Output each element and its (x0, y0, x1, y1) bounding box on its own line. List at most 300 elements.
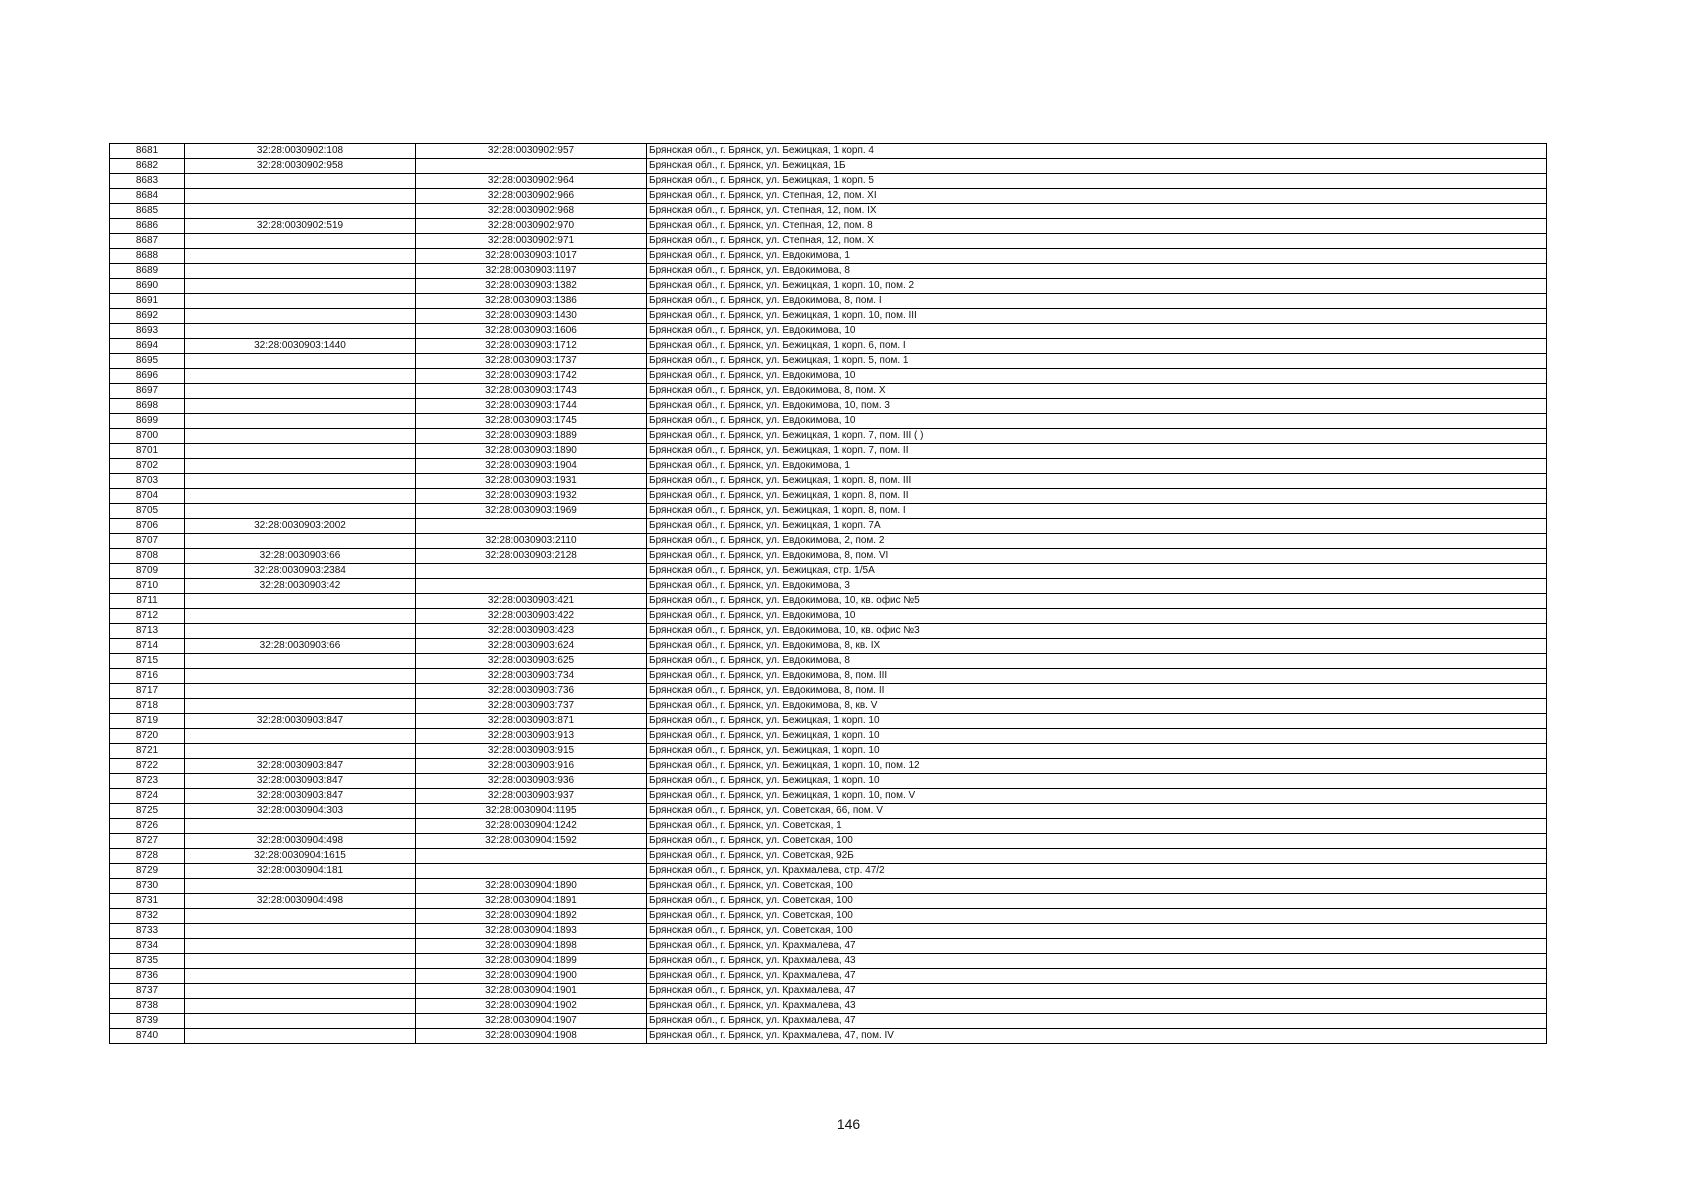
cadastral-number-cell: 32:28:0030903:736 (416, 684, 647, 699)
table-row (110, 444, 1547, 459)
address-cell: Брянская обл., г. Брянск, ул. Советская, 92Б (647, 849, 1547, 864)
parent-cadastral-number-cell (185, 429, 416, 444)
table-row (110, 504, 1547, 519)
cadastral-number-cell: 32:28:0030903:1606 (416, 324, 647, 339)
address-cell: Брянская обл., г. Брянск, ул. Евдокимова, 8, кв. V (647, 699, 1547, 714)
address-cell: Брянская обл., г. Брянск, ул. Крахмалева, 47 (647, 984, 1547, 999)
table-row (110, 789, 1547, 804)
address-cell: Брянская обл., г. Брянск, ул. Советская, 1 (647, 819, 1547, 834)
cadastral-number-cell: 32:28:0030903:1737 (416, 354, 647, 369)
parent-cadastral-number-cell (185, 669, 416, 684)
row-number-cell: 8720 (110, 729, 185, 744)
cadastral-number-cell: 32:28:0030903:1744 (416, 399, 647, 414)
cadastral-number-cell: 32:28:0030904:1898 (416, 939, 647, 954)
row-number-cell: 8708 (110, 549, 185, 564)
address-cell: Брянская обл., г. Брянск, ул. Бежицкая, 1 корп. 7, пом. III ( ) (647, 429, 1547, 444)
table-row (110, 1014, 1547, 1029)
row-number-cell: 8722 (110, 759, 185, 774)
parent-cadastral-number-cell (185, 354, 416, 369)
parent-cadastral-number-cell: 32:28:0030903:1440 (185, 339, 416, 354)
row-number-cell: 8685 (110, 204, 185, 219)
table-row (110, 339, 1547, 354)
table-row (110, 594, 1547, 609)
parent-cadastral-number-cell (185, 729, 416, 744)
row-number-cell: 8705 (110, 504, 185, 519)
row-number-cell: 8729 (110, 864, 185, 879)
table-row (110, 324, 1547, 339)
address-cell: Брянская обл., г. Брянск, ул. Степная, 12, пом. 8 (647, 219, 1547, 234)
cadastral-number-cell: 32:28:0030904:1242 (416, 819, 647, 834)
cadastral-number-cell (416, 564, 647, 579)
address-cell: Брянская обл., г. Брянск, ул. Бежицкая, 1 корп. 5, пом. 1 (647, 354, 1547, 369)
address-cell: Брянская обл., г. Брянск, ул. Бежицкая, 1 корп. 10 (647, 774, 1547, 789)
table-row (110, 249, 1547, 264)
cadastral-number-cell: 32:28:0030903:624 (416, 639, 647, 654)
cadastral-number-cell: 32:28:0030903:422 (416, 609, 647, 624)
address-cell: Брянская обл., г. Брянск, ул. Крахмалева, 47 (647, 969, 1547, 984)
table-row (110, 609, 1547, 624)
table-row (110, 414, 1547, 429)
address-cell: Брянская обл., г. Брянск, ул. Бежицкая, 1 корп. 10 (647, 744, 1547, 759)
parent-cadastral-number-cell (185, 534, 416, 549)
cadastral-number-cell: 32:28:0030902:970 (416, 219, 647, 234)
table-row (110, 144, 1547, 159)
row-number-cell: 8695 (110, 354, 185, 369)
table-row (110, 564, 1547, 579)
parent-cadastral-number-cell: 32:28:0030904:181 (185, 864, 416, 879)
row-number-cell: 8697 (110, 384, 185, 399)
address-cell: Брянская обл., г. Брянск, ул. Крахмалева, 47 (647, 939, 1547, 954)
row-number-cell: 8717 (110, 684, 185, 699)
cadastral-number-cell: 32:28:0030903:1386 (416, 294, 647, 309)
address-cell: Брянская обл., г. Брянск, ул. Крахмалева, 47, пом. IV (647, 1029, 1547, 1044)
cadastral-number-cell (416, 519, 647, 534)
row-number-cell: 8734 (110, 939, 185, 954)
table-row (110, 1029, 1547, 1044)
parent-cadastral-number-cell (185, 264, 416, 279)
table-row (110, 879, 1547, 894)
table-row (110, 654, 1547, 669)
table-row (110, 534, 1547, 549)
row-number-cell: 8693 (110, 324, 185, 339)
parent-cadastral-number-cell (185, 384, 416, 399)
parent-cadastral-number-cell (185, 924, 416, 939)
parent-cadastral-number-cell (185, 249, 416, 264)
row-number-cell: 8694 (110, 339, 185, 354)
row-number-cell: 8735 (110, 954, 185, 969)
parent-cadastral-number-cell: 32:28:0030904:498 (185, 834, 416, 849)
cadastral-number-cell (416, 159, 647, 174)
cadastral-number-cell: 32:28:0030903:625 (416, 654, 647, 669)
parent-cadastral-number-cell (185, 309, 416, 324)
cadastral-number-cell: 32:28:0030903:2128 (416, 549, 647, 564)
row-number-cell: 8714 (110, 639, 185, 654)
row-number-cell: 8716 (110, 669, 185, 684)
cadastral-number-cell: 32:28:0030903:871 (416, 714, 647, 729)
row-number-cell: 8706 (110, 519, 185, 534)
table-row (110, 294, 1547, 309)
parent-cadastral-number-cell (185, 654, 416, 669)
address-cell: Брянская обл., г. Брянск, ул. Евдокимова, 10 (647, 369, 1547, 384)
row-number-cell: 8703 (110, 474, 185, 489)
table-row (110, 999, 1547, 1014)
address-cell: Брянская обл., г. Брянск, ул. Евдокимова, 8 (647, 654, 1547, 669)
cadastral-number-cell: 32:28:0030903:936 (416, 774, 647, 789)
address-cell: Брянская обл., г. Брянск, ул. Бежицкая, 1 корп. 10 (647, 729, 1547, 744)
address-cell: Брянская обл., г. Брянск, ул. Евдокимова, 10 (647, 609, 1547, 624)
cadastral-number-cell: 32:28:0030903:737 (416, 699, 647, 714)
row-number-cell: 8733 (110, 924, 185, 939)
parent-cadastral-number-cell (185, 324, 416, 339)
table-row (110, 159, 1547, 174)
row-number-cell: 8737 (110, 984, 185, 999)
address-cell: Брянская обл., г. Брянск, ул. Крахмалева, 47 (647, 1014, 1547, 1029)
address-cell: Брянская обл., г. Брянск, ул. Крахмалева, 43 (647, 954, 1547, 969)
table-row (110, 909, 1547, 924)
parent-cadastral-number-cell (185, 969, 416, 984)
table-row (110, 354, 1547, 369)
parent-cadastral-number-cell (185, 879, 416, 894)
address-cell: Брянская обл., г. Брянск, ул. Бежицкая, стр. 1/5А (647, 564, 1547, 579)
parent-cadastral-number-cell: 32:28:0030903:847 (185, 759, 416, 774)
row-number-cell: 8700 (110, 429, 185, 444)
address-cell: Брянская обл., г. Брянск, ул. Евдокимова, 8, пом. X (647, 384, 1547, 399)
address-cell: Брянская обл., г. Брянск, ул. Советская, 66, пом. V (647, 804, 1547, 819)
row-number-cell: 8730 (110, 879, 185, 894)
address-cell: Брянская обл., г. Брянск, ул. Советская, 100 (647, 879, 1547, 894)
parent-cadastral-number-cell (185, 444, 416, 459)
parent-cadastral-number-cell (185, 504, 416, 519)
address-cell: Брянская обл., г. Брянск, ул. Степная, 12, пом. XI (647, 189, 1547, 204)
table-row (110, 279, 1547, 294)
parent-cadastral-number-cell (185, 744, 416, 759)
cadastral-number-cell: 32:28:0030903:913 (416, 729, 647, 744)
table-row (110, 429, 1547, 444)
row-number-cell: 8702 (110, 459, 185, 474)
table-row (110, 579, 1547, 594)
parent-cadastral-number-cell: 32:28:0030903:847 (185, 789, 416, 804)
table-row (110, 174, 1547, 189)
parent-cadastral-number-cell (185, 594, 416, 609)
property-register-table (109, 143, 1547, 1044)
address-cell: Брянская обл., г. Брянск, ул. Бежицкая, 1 корп. 10, пом. III (647, 309, 1547, 324)
row-number-cell: 8719 (110, 714, 185, 729)
table-row (110, 489, 1547, 504)
cadastral-number-cell: 32:28:0030903:1889 (416, 429, 647, 444)
parent-cadastral-number-cell: 32:28:0030903:66 (185, 549, 416, 564)
table-row (110, 624, 1547, 639)
parent-cadastral-number-cell: 32:28:0030903:42 (185, 579, 416, 594)
row-number-cell: 8690 (110, 279, 185, 294)
parent-cadastral-number-cell: 32:28:0030904:1615 (185, 849, 416, 864)
cadastral-number-cell: 32:28:0030903:423 (416, 624, 647, 639)
cadastral-number-cell: 32:28:0030903:2110 (416, 534, 647, 549)
cadastral-number-cell: 32:28:0030903:1932 (416, 489, 647, 504)
address-cell: Брянская обл., г. Брянск, ул. Бежицкая, 1 корп. 10, пом. 12 (647, 759, 1547, 774)
cadastral-number-cell: 32:28:0030902:971 (416, 234, 647, 249)
parent-cadastral-number-cell: 32:28:0030902:958 (185, 159, 416, 174)
cadastral-number-cell: 32:28:0030904:1592 (416, 834, 647, 849)
row-number-cell: 8732 (110, 909, 185, 924)
parent-cadastral-number-cell (185, 204, 416, 219)
row-number-cell: 8699 (110, 414, 185, 429)
table-row (110, 969, 1547, 984)
cadastral-number-cell: 32:28:0030903:421 (416, 594, 647, 609)
cadastral-number-cell: 32:28:0030904:1901 (416, 984, 647, 999)
address-cell: Брянская обл., г. Брянск, ул. Бежицкая, 1 корп. 10, пом. 2 (647, 279, 1547, 294)
row-number-cell: 8689 (110, 264, 185, 279)
cadastral-number-cell: 32:28:0030903:937 (416, 789, 647, 804)
parent-cadastral-number-cell (185, 459, 416, 474)
row-number-cell: 8709 (110, 564, 185, 579)
cadastral-number-cell: 32:28:0030904:1893 (416, 924, 647, 939)
parent-cadastral-number-cell (185, 609, 416, 624)
table-row (110, 939, 1547, 954)
parent-cadastral-number-cell: 32:28:0030903:847 (185, 714, 416, 729)
row-number-cell: 8728 (110, 849, 185, 864)
cadastral-number-cell: 32:28:0030904:1195 (416, 804, 647, 819)
parent-cadastral-number-cell (185, 684, 416, 699)
parent-cadastral-number-cell (185, 399, 416, 414)
parent-cadastral-number-cell (185, 234, 416, 249)
parent-cadastral-number-cell (185, 984, 416, 999)
row-number-cell: 8731 (110, 894, 185, 909)
parent-cadastral-number-cell (185, 954, 416, 969)
address-cell: Брянская обл., г. Брянск, ул. Крахмалева, 43 (647, 999, 1547, 1014)
parent-cadastral-number-cell: 32:28:0030903:66 (185, 639, 416, 654)
table-row (110, 189, 1547, 204)
row-number-cell: 8691 (110, 294, 185, 309)
row-number-cell: 8739 (110, 1014, 185, 1029)
address-cell: Брянская обл., г. Брянск, ул. Евдокимова, 8, пом. II (647, 684, 1547, 699)
row-number-cell: 8696 (110, 369, 185, 384)
table-row (110, 474, 1547, 489)
cadastral-number-cell: 32:28:0030904:1891 (416, 894, 647, 909)
address-cell: Брянская обл., г. Брянск, ул. Евдокимова, 2, пом. 2 (647, 534, 1547, 549)
address-cell: Брянская обл., г. Брянск, ул. Евдокимова, 10, кв. офис №5 (647, 594, 1547, 609)
table-row (110, 804, 1547, 819)
parent-cadastral-number-cell (185, 1014, 416, 1029)
table-row (110, 234, 1547, 249)
parent-cadastral-number-cell: 32:28:0030902:519 (185, 219, 416, 234)
row-number-cell: 8681 (110, 144, 185, 159)
cadastral-number-cell: 32:28:0030903:915 (416, 744, 647, 759)
table-row (110, 264, 1547, 279)
address-cell: Брянская обл., г. Брянск, ул. Бежицкая, 1 корп. 10 (647, 714, 1547, 729)
row-number-cell: 8723 (110, 774, 185, 789)
row-number-cell: 8682 (110, 159, 185, 174)
parent-cadastral-number-cell: 32:28:0030903:2384 (185, 564, 416, 579)
cadastral-number-cell: 32:28:0030903:916 (416, 759, 647, 774)
table-row (110, 309, 1547, 324)
table-row (110, 759, 1547, 774)
address-cell: Брянская обл., г. Брянск, ул. Крахмалева, стр. 47/2 (647, 864, 1547, 879)
address-cell: Брянская обл., г. Брянск, ул. Евдокимова, 1 (647, 249, 1547, 264)
cadastral-number-cell: 32:28:0030903:1931 (416, 474, 647, 489)
parent-cadastral-number-cell (185, 294, 416, 309)
parent-cadastral-number-cell: 32:28:0030904:498 (185, 894, 416, 909)
parent-cadastral-number-cell (185, 174, 416, 189)
row-number-cell: 8707 (110, 534, 185, 549)
table-row (110, 894, 1547, 909)
table-row (110, 399, 1547, 414)
parent-cadastral-number-cell (185, 624, 416, 639)
cadastral-number-cell: 32:28:0030904:1907 (416, 1014, 647, 1029)
parent-cadastral-number-cell (185, 1029, 416, 1044)
parent-cadastral-number-cell (185, 909, 416, 924)
table-row (110, 669, 1547, 684)
cadastral-number-cell: 32:28:0030903:1890 (416, 444, 647, 459)
row-number-cell: 8736 (110, 969, 185, 984)
parent-cadastral-number-cell (185, 279, 416, 294)
parent-cadastral-number-cell (185, 999, 416, 1014)
table-row (110, 699, 1547, 714)
table-row (110, 549, 1547, 564)
address-cell: Брянская обл., г. Брянск, ул. Степная, 12, пом. X (647, 234, 1547, 249)
table-row (110, 864, 1547, 879)
page-number: 146 (836, 1116, 861, 1132)
row-number-cell: 8725 (110, 804, 185, 819)
row-number-cell: 8738 (110, 999, 185, 1014)
cadastral-number-cell: 32:28:0030903:1017 (416, 249, 647, 264)
address-cell: Брянская обл., г. Брянск, ул. Бежицкая, 1 корп. 7А (647, 519, 1547, 534)
parent-cadastral-number-cell (185, 939, 416, 954)
row-number-cell: 8710 (110, 579, 185, 594)
cadastral-number-cell: 32:28:0030903:1745 (416, 414, 647, 429)
row-number-cell: 8715 (110, 654, 185, 669)
row-number-cell: 8701 (110, 444, 185, 459)
table-row (110, 639, 1547, 654)
cadastral-number-cell: 32:28:0030903:1743 (416, 384, 647, 399)
table-row (110, 819, 1547, 834)
parent-cadastral-number-cell (185, 369, 416, 384)
address-cell: Брянская обл., г. Брянск, ул. Советская, 100 (647, 834, 1547, 849)
table-row (110, 204, 1547, 219)
table-row (110, 684, 1547, 699)
address-cell: Брянская обл., г. Брянск, ул. Евдокимова, 10 (647, 414, 1547, 429)
parent-cadastral-number-cell (185, 819, 416, 834)
cadastral-number-cell: 32:28:0030903:1197 (416, 264, 647, 279)
row-number-cell: 8686 (110, 219, 185, 234)
address-cell: Брянская обл., г. Брянск, ул. Евдокимова, 10 (647, 324, 1547, 339)
address-cell: Брянская обл., г. Брянск, ул. Бежицкая, 1 корп. 4 (647, 144, 1547, 159)
cadastral-number-cell: 32:28:0030903:1712 (416, 339, 647, 354)
table-row (110, 954, 1547, 969)
table-row (110, 219, 1547, 234)
cadastral-number-cell: 32:28:0030902:957 (416, 144, 647, 159)
address-cell: Брянская обл., г. Брянск, ул. Евдокимова, 8, кв. IX (647, 639, 1547, 654)
cadastral-number-cell: 32:28:0030904:1892 (416, 909, 647, 924)
cadastral-number-cell: 32:28:0030903:1430 (416, 309, 647, 324)
address-cell: Брянская обл., г. Брянск, ул. Бежицкая, 1 корп. 8, пом. II (647, 489, 1547, 504)
parent-cadastral-number-cell: 32:28:0030904:303 (185, 804, 416, 819)
address-cell: Брянская обл., г. Брянск, ул. Бежицкая, 1 корп. 10, пом. V (647, 789, 1547, 804)
table-row (110, 369, 1547, 384)
register-table-body (110, 144, 1547, 1044)
cadastral-number-cell (416, 849, 647, 864)
table-row (110, 459, 1547, 474)
table-row (110, 834, 1547, 849)
row-number-cell: 8704 (110, 489, 185, 504)
address-cell: Брянская обл., г. Брянск, ул. Евдокимова, 10, пом. 3 (647, 399, 1547, 414)
parent-cadastral-number-cell: 32:28:0030903:2002 (185, 519, 416, 534)
cadastral-number-cell: 32:28:0030904:1900 (416, 969, 647, 984)
address-cell: Брянская обл., г. Брянск, ул. Бежицкая, 1 корп. 7, пом. II (647, 444, 1547, 459)
cadastral-number-cell: 32:28:0030904:1890 (416, 879, 647, 894)
address-cell: Брянская обл., г. Брянск, ул. Степная, 12, пом. IX (647, 204, 1547, 219)
row-number-cell: 8692 (110, 309, 185, 324)
address-cell: Брянская обл., г. Брянск, ул. Евдокимова, 3 (647, 579, 1547, 594)
address-cell: Брянская обл., г. Брянск, ул. Евдокимова, 8, пом. VI (647, 549, 1547, 564)
row-number-cell: 8712 (110, 609, 185, 624)
row-number-cell: 8688 (110, 249, 185, 264)
cadastral-number-cell: 32:28:0030903:1969 (416, 504, 647, 519)
address-cell: Брянская обл., г. Брянск, ул. Бежицкая, 1 корп. 5 (647, 174, 1547, 189)
cadastral-number-cell: 32:28:0030902:966 (416, 189, 647, 204)
cadastral-number-cell: 32:28:0030904:1908 (416, 1029, 647, 1044)
parent-cadastral-number-cell (185, 189, 416, 204)
parent-cadastral-number-cell: 32:28:0030903:847 (185, 774, 416, 789)
cadastral-number-cell: 32:28:0030903:1742 (416, 369, 647, 384)
row-number-cell: 8698 (110, 399, 185, 414)
row-number-cell: 8687 (110, 234, 185, 249)
cadastral-number-cell (416, 579, 647, 594)
cadastral-number-cell: 32:28:0030902:968 (416, 204, 647, 219)
parent-cadastral-number-cell (185, 699, 416, 714)
address-cell: Брянская обл., г. Брянск, ул. Бежицкая, 1Б (647, 159, 1547, 174)
row-number-cell: 8740 (110, 1029, 185, 1044)
cadastral-number-cell: 32:28:0030903:1904 (416, 459, 647, 474)
table-row (110, 729, 1547, 744)
address-cell: Брянская обл., г. Брянск, ул. Бежицкая, 1 корп. 8, пом. III (647, 474, 1547, 489)
row-number-cell: 8718 (110, 699, 185, 714)
parent-cadastral-number-cell (185, 489, 416, 504)
table-row (110, 924, 1547, 939)
row-number-cell: 8726 (110, 819, 185, 834)
parent-cadastral-number-cell: 32:28:0030902:108 (185, 144, 416, 159)
row-number-cell: 8683 (110, 174, 185, 189)
cadastral-number-cell: 32:28:0030902:964 (416, 174, 647, 189)
row-number-cell: 8727 (110, 834, 185, 849)
row-number-cell: 8721 (110, 744, 185, 759)
row-number-cell: 8684 (110, 189, 185, 204)
address-cell: Брянская обл., г. Брянск, ул. Советская, 100 (647, 894, 1547, 909)
cadastral-number-cell: 32:28:0030904:1902 (416, 999, 647, 1014)
table-row (110, 744, 1547, 759)
address-cell: Брянская обл., г. Брянск, ул. Евдокимова, 8, пом. I (647, 294, 1547, 309)
address-cell: Брянская обл., г. Брянск, ул. Советская, 100 (647, 924, 1547, 939)
table-row (110, 984, 1547, 999)
parent-cadastral-number-cell (185, 414, 416, 429)
table-row (110, 384, 1547, 399)
table-row (110, 849, 1547, 864)
table-row (110, 714, 1547, 729)
address-cell: Брянская обл., г. Брянск, ул. Евдокимова, 10, кв. офис №3 (647, 624, 1547, 639)
table-row (110, 774, 1547, 789)
row-number-cell: 8713 (110, 624, 185, 639)
table-row (110, 519, 1547, 534)
cadastral-number-cell: 32:28:0030904:1899 (416, 954, 647, 969)
address-cell: Брянская обл., г. Брянск, ул. Бежицкая, 1 корп. 6, пом. I (647, 339, 1547, 354)
address-cell: Брянская обл., г. Брянск, ул. Евдокимова, 8, пом. III (647, 669, 1547, 684)
parent-cadastral-number-cell (185, 474, 416, 489)
cadastral-number-cell: 32:28:0030903:1382 (416, 279, 647, 294)
address-cell: Брянская обл., г. Брянск, ул. Советская, 100 (647, 909, 1547, 924)
row-number-cell: 8724 (110, 789, 185, 804)
address-cell: Брянская обл., г. Брянск, ул. Бежицкая, 1 корп. 8, пом. I (647, 504, 1547, 519)
cadastral-number-cell: 32:28:0030903:734 (416, 669, 647, 684)
cadastral-number-cell (416, 864, 647, 879)
